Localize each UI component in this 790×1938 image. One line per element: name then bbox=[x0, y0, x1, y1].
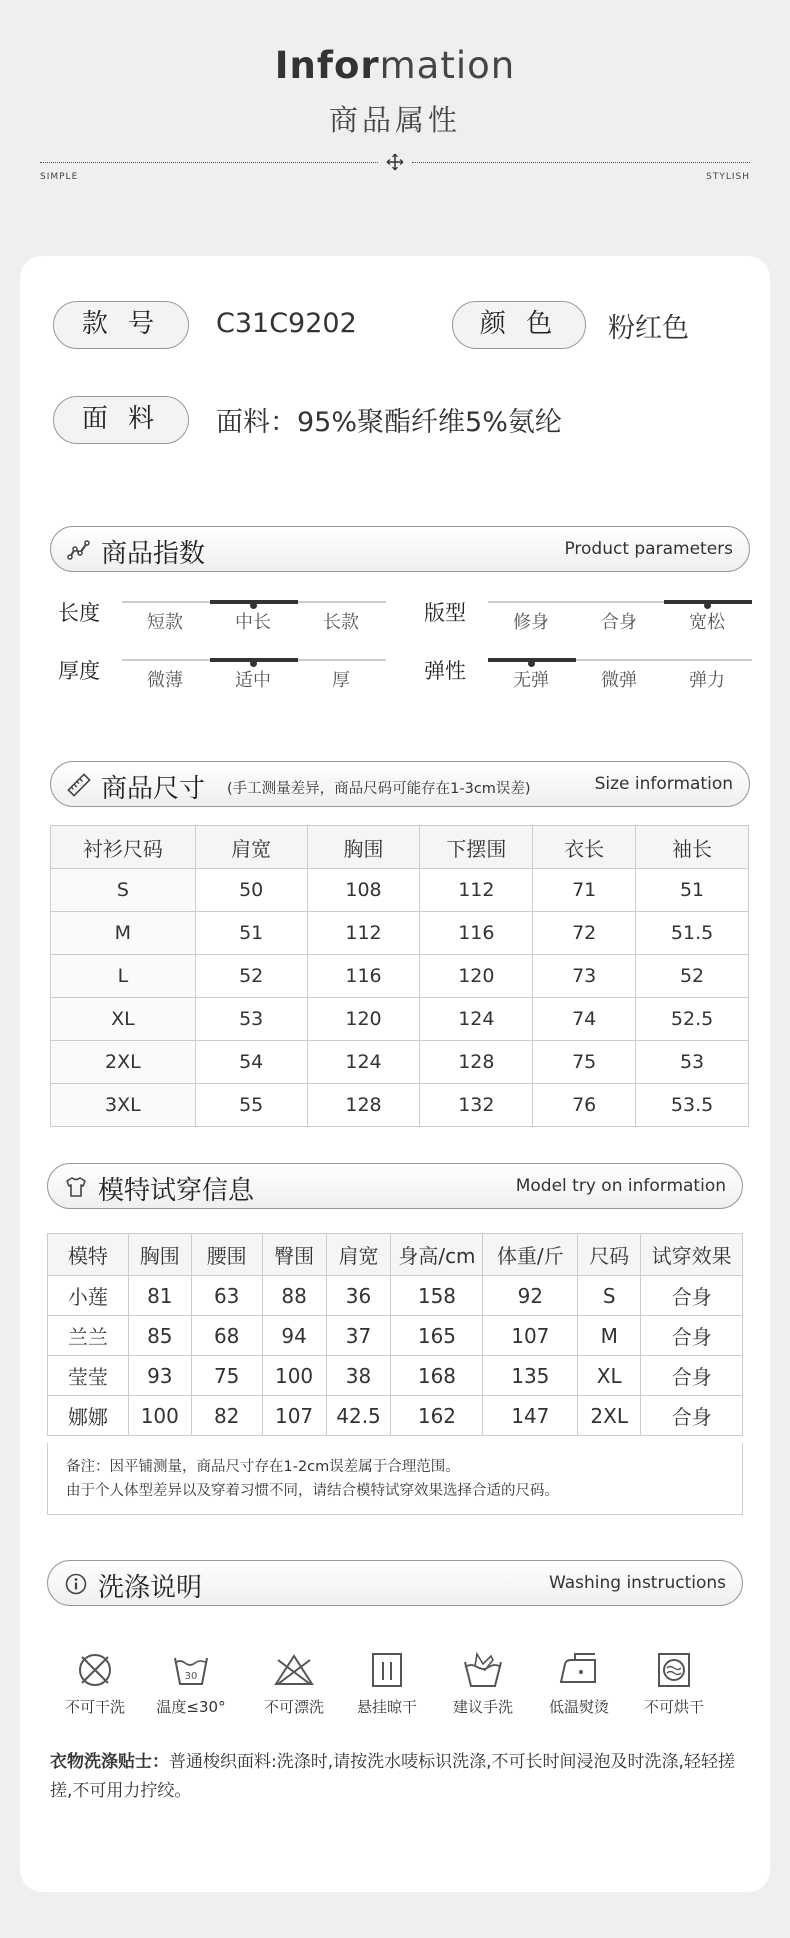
table-cell: 71 bbox=[533, 869, 636, 912]
table-header-cell: 体重/斤 bbox=[483, 1234, 578, 1276]
table-cell: 147 bbox=[483, 1396, 578, 1436]
table-cell: 68 bbox=[191, 1316, 262, 1356]
index-option: 微弹 bbox=[601, 670, 637, 691]
wash-item bbox=[433, 1650, 533, 1717]
table-cell: 合身 bbox=[641, 1356, 743, 1396]
size-title: 商品尺寸 bbox=[101, 774, 206, 804]
model-note bbox=[47, 1443, 743, 1515]
title-light: mation bbox=[379, 44, 516, 87]
table-cell: 合身 bbox=[641, 1276, 743, 1316]
table-cell: 2XL bbox=[51, 1041, 196, 1084]
wash-label: 低温熨烫 bbox=[548, 1698, 609, 1716]
no-tumble-dry-icon bbox=[652, 1650, 696, 1690]
table-header-row bbox=[51, 826, 749, 869]
index-option: 修身 bbox=[513, 612, 549, 633]
tshirt-icon bbox=[64, 1175, 88, 1199]
cross-ornament-icon bbox=[385, 152, 405, 172]
table-cell: 2XL bbox=[578, 1396, 641, 1436]
size-note: (手工测量差异，商品尺码可能存在1-3cm误差) bbox=[227, 781, 531, 797]
table-row bbox=[51, 1041, 749, 1084]
style-no-value: C31C9202 bbox=[216, 308, 357, 339]
table-cell: 112 bbox=[420, 869, 533, 912]
index-label-thickness: 厚度 bbox=[58, 659, 100, 683]
wash-label: 不可干洗 bbox=[64, 1698, 125, 1716]
table-cell: 168 bbox=[391, 1356, 483, 1396]
wash-item bbox=[244, 1650, 344, 1717]
table-cell: XL bbox=[51, 998, 196, 1041]
table-cell: 莹莹 bbox=[48, 1356, 129, 1396]
table-header-cell: 袖长 bbox=[636, 826, 749, 869]
table-cell: 158 bbox=[391, 1276, 483, 1316]
table-cell: 100 bbox=[262, 1356, 326, 1396]
table-cell: 165 bbox=[391, 1316, 483, 1356]
table-cell: 38 bbox=[326, 1356, 391, 1396]
product-index-header bbox=[50, 526, 750, 572]
table-row bbox=[51, 912, 749, 955]
trend-line-icon bbox=[67, 538, 91, 562]
table-row bbox=[51, 1084, 749, 1127]
table-row bbox=[48, 1316, 743, 1356]
no-bleach-icon bbox=[272, 1650, 316, 1690]
index-option: 短款 bbox=[147, 612, 183, 633]
wash-item bbox=[141, 1650, 241, 1717]
table-cell: 51.5 bbox=[636, 912, 749, 955]
low-iron-icon bbox=[557, 1650, 601, 1690]
table-cell: 52 bbox=[195, 955, 307, 998]
table-header-cell: 身高/cm bbox=[391, 1234, 483, 1276]
index-option-selected: 中长 bbox=[235, 612, 271, 633]
table-row bbox=[48, 1276, 743, 1316]
table-cell: 112 bbox=[307, 912, 420, 955]
size-header bbox=[50, 761, 750, 807]
table-cell: 93 bbox=[128, 1356, 191, 1396]
index-label-fit: 版型 bbox=[424, 601, 466, 625]
table-cell: 124 bbox=[307, 1041, 420, 1084]
index-option: 长款 bbox=[323, 612, 359, 633]
table-cell: 兰兰 bbox=[48, 1316, 129, 1356]
wash-item bbox=[337, 1650, 437, 1717]
table-cell: 小莲 bbox=[48, 1276, 129, 1316]
table-row bbox=[51, 998, 749, 1041]
index-label-elasticity: 弹性 bbox=[424, 659, 466, 683]
index-label-length: 长度 bbox=[58, 601, 100, 625]
ruler-icon bbox=[67, 773, 91, 797]
table-cell: 128 bbox=[307, 1084, 420, 1127]
divider-right bbox=[412, 162, 750, 163]
table-header-cell: 腰围 bbox=[191, 1234, 262, 1276]
table-cell: 94 bbox=[262, 1316, 326, 1356]
size-en: Size information bbox=[594, 774, 733, 794]
table-cell: M bbox=[578, 1316, 641, 1356]
wash-item bbox=[529, 1650, 629, 1717]
info-icon bbox=[64, 1572, 88, 1596]
wash-tip bbox=[50, 1748, 750, 1806]
table-cell: 128 bbox=[420, 1041, 533, 1084]
table-cell: 55 bbox=[195, 1084, 307, 1127]
model-note-line1: 备注：因平铺测量，商品尺寸存在1-2cm误差属于合理范围。 bbox=[66, 1459, 460, 1475]
wash-en: Washing instructions bbox=[548, 1573, 726, 1593]
table-row bbox=[51, 955, 749, 998]
table-header-cell: 胸围 bbox=[128, 1234, 191, 1276]
wash-title: 洗涤说明 bbox=[98, 1573, 203, 1603]
color-label: 颜 色 bbox=[452, 301, 586, 349]
model-header bbox=[47, 1163, 743, 1209]
wash-label: 建议手洗 bbox=[452, 1698, 513, 1716]
table-cell: S bbox=[578, 1276, 641, 1316]
wash-item bbox=[624, 1650, 724, 1717]
page-subtitle: 商品属性 bbox=[328, 103, 461, 137]
title-bold: Infor bbox=[274, 44, 380, 87]
wash-header bbox=[47, 1560, 743, 1606]
table-cell: 107 bbox=[262, 1396, 326, 1436]
table-cell: 120 bbox=[420, 955, 533, 998]
table-cell: 132 bbox=[420, 1084, 533, 1127]
table-row bbox=[51, 869, 749, 912]
index-option: 合身 bbox=[601, 612, 637, 633]
index-option-selected: 无弹 bbox=[513, 670, 549, 691]
table-cell: 100 bbox=[128, 1396, 191, 1436]
color-value: 粉红色 bbox=[608, 313, 689, 344]
table-cell: 162 bbox=[391, 1396, 483, 1436]
product-index-en: Product parameters bbox=[564, 539, 733, 559]
wash-label: 不可漂洗 bbox=[263, 1698, 324, 1716]
table-cell: 51 bbox=[195, 912, 307, 955]
wash-30-icon bbox=[169, 1650, 213, 1690]
wash-label: 悬挂晾干 bbox=[356, 1698, 417, 1716]
index-option-selected: 宽松 bbox=[689, 612, 725, 633]
table-cell: 74 bbox=[533, 998, 636, 1041]
table-cell: 116 bbox=[420, 912, 533, 955]
wash-item bbox=[45, 1650, 145, 1717]
index-option: 弹力 bbox=[689, 670, 725, 691]
table-cell: 合身 bbox=[641, 1316, 743, 1356]
table-cell: 50 bbox=[195, 869, 307, 912]
table-cell: 51 bbox=[636, 869, 749, 912]
table-cell: 82 bbox=[191, 1396, 262, 1436]
stylish-tag: STYLISH bbox=[706, 172, 750, 182]
table-cell: 53.5 bbox=[636, 1084, 749, 1127]
table-header-cell: 下摆围 bbox=[420, 826, 533, 869]
size-table bbox=[50, 825, 749, 1127]
model-table bbox=[47, 1233, 743, 1436]
table-header-row bbox=[48, 1234, 743, 1276]
index-option-selected: 适中 bbox=[235, 670, 271, 691]
fabric-value: 面料：95%聚酯纤维5%氨纶 bbox=[216, 407, 562, 438]
table-cell: 85 bbox=[128, 1316, 191, 1356]
table-cell: 53 bbox=[195, 998, 307, 1041]
page-title bbox=[0, 44, 790, 87]
table-cell: 37 bbox=[326, 1316, 391, 1356]
table-cell: M bbox=[51, 912, 196, 955]
table-cell: XL bbox=[578, 1356, 641, 1396]
table-cell: 52 bbox=[636, 955, 749, 998]
wash-label: 不可烘干 bbox=[643, 1698, 704, 1716]
table-cell: 54 bbox=[195, 1041, 307, 1084]
table-cell: 107 bbox=[483, 1316, 578, 1356]
table-cell: 92 bbox=[483, 1276, 578, 1316]
style-no-label: 款 号 bbox=[53, 301, 189, 349]
table-header-cell: 肩宽 bbox=[326, 1234, 391, 1276]
simple-tag: SIMPLE bbox=[40, 172, 79, 182]
wash-label: 温度≤30° bbox=[156, 1698, 226, 1716]
table-cell: S bbox=[51, 869, 196, 912]
table-cell: 合身 bbox=[641, 1396, 743, 1436]
table-cell: 120 bbox=[307, 998, 420, 1041]
hand-wash-icon bbox=[461, 1650, 505, 1690]
model-en: Model try on information bbox=[515, 1176, 726, 1196]
table-cell: 72 bbox=[533, 912, 636, 955]
table-cell: 135 bbox=[483, 1356, 578, 1396]
table-row bbox=[48, 1396, 743, 1436]
model-note-line2: 由于个人体型差异以及穿着习惯不同，请结合模特试穿效果选择合适的尺码。 bbox=[66, 1483, 559, 1499]
table-cell: 73 bbox=[533, 955, 636, 998]
table-cell: 88 bbox=[262, 1276, 326, 1316]
table-cell: 娜娜 bbox=[48, 1396, 129, 1436]
table-cell: 75 bbox=[533, 1041, 636, 1084]
table-header-cell: 臀围 bbox=[262, 1234, 326, 1276]
table-cell: 52.5 bbox=[636, 998, 749, 1041]
hang-dry-icon bbox=[365, 1650, 409, 1690]
wash-tip-text: 普通梭织面料:洗涤时,请按洗水唛标识洗涤,不可长时间浸泡及时洗涤,轻轻搓搓,不可用力拧绞。 bbox=[50, 1752, 735, 1801]
table-cell: L bbox=[51, 955, 196, 998]
product-index-title: 商品指数 bbox=[101, 539, 206, 569]
table-header-cell: 衬衫尺码 bbox=[51, 826, 196, 869]
table-cell: 108 bbox=[307, 869, 420, 912]
table-header-cell: 试穿效果 bbox=[641, 1234, 743, 1276]
table-header-cell: 尺码 bbox=[578, 1234, 641, 1276]
wash-tip-label: 衣物洗涤贴士： bbox=[50, 1752, 169, 1772]
table-cell: 81 bbox=[128, 1276, 191, 1316]
model-title: 模特试穿信息 bbox=[98, 1176, 255, 1206]
index-option: 微薄 bbox=[147, 670, 183, 691]
table-cell: 63 bbox=[191, 1276, 262, 1316]
table-row bbox=[48, 1356, 743, 1396]
table-header-cell: 衣长 bbox=[533, 826, 636, 869]
fabric-label: 面 料 bbox=[53, 396, 189, 444]
wash-30-badge: 30 bbox=[184, 1671, 198, 1682]
table-cell: 36 bbox=[326, 1276, 391, 1316]
index-option: 厚 bbox=[332, 670, 350, 691]
table-header-cell: 模特 bbox=[48, 1234, 129, 1276]
table-cell: 53 bbox=[636, 1041, 749, 1084]
table-cell: 116 bbox=[307, 955, 420, 998]
table-header-cell: 肩宽 bbox=[195, 826, 307, 869]
table-cell: 42.5 bbox=[326, 1396, 391, 1436]
divider-left bbox=[40, 162, 378, 163]
no-dry-clean-icon bbox=[73, 1650, 117, 1690]
table-cell: 76 bbox=[533, 1084, 636, 1127]
table-cell: 124 bbox=[420, 998, 533, 1041]
table-cell: 3XL bbox=[51, 1084, 196, 1127]
table-header-cell: 胸围 bbox=[307, 826, 420, 869]
table-cell: 75 bbox=[191, 1356, 262, 1396]
